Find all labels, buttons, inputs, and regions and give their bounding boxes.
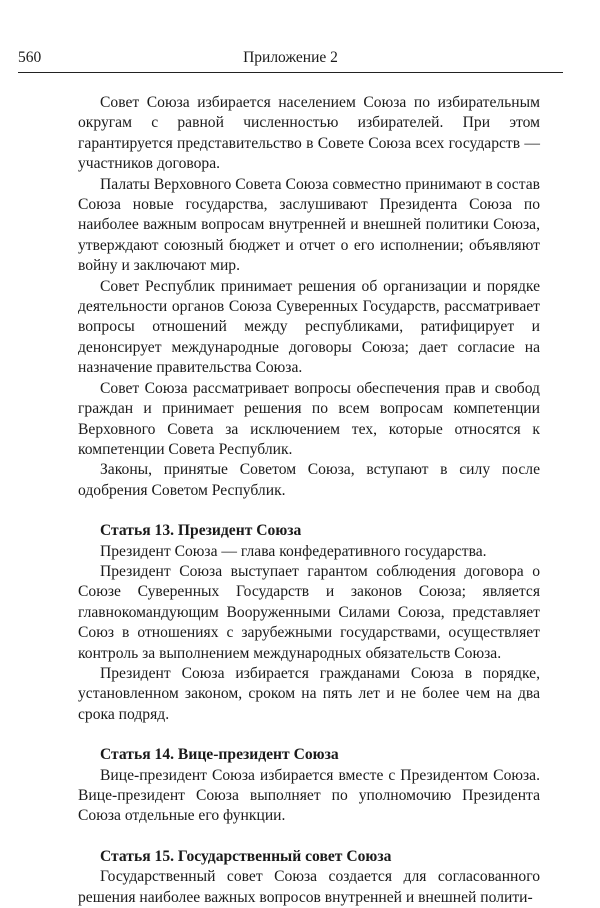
paragraph: Президент Союза избирается гражданами Союза в порядке, установленном законом, сроком на пять лет и не более чем на два срока подряд. xyxy=(78,664,540,723)
article-14-heading: Статья 14. Вице-президент Союза xyxy=(100,746,339,764)
paragraph: Законы, принятые Советом Союза, вступают в силу после одобрения Советом Республик. xyxy=(78,461,540,499)
article-15-heading: Статья 15. Государственный совет Союза xyxy=(100,847,392,865)
header-rule xyxy=(18,72,563,73)
paragraph: Президент Союза выступает гарантом соблюдения договора о Союзе Суверенных Государств и законов Союза; является главнокомандующим Вооруженными Силами Союза, представляет Союз в отношениях с зарубежными государствами, осуществляет контроль за выполнением международных обязательств Союза. xyxy=(78,562,540,662)
running-title: Приложение 2 xyxy=(243,49,338,66)
paragraph: Совет Республик принимает решения об организации и порядке деятельности органов Союза Суверенных Государств, рассматривает вопросы отношений между республиками, ратифицирует и денонсирует международные договоры Союза; дает согласие на назначение правительства Союза. xyxy=(78,277,540,377)
paragraph: Президент Союза — глава конфедеративного государства. xyxy=(100,542,487,560)
paragraph: Государственный совет Союза создается для согласованного решения наиболее важных вопросов внутренней и внешней полити- xyxy=(78,868,540,906)
paragraph: Совет Союза рассматривает вопросы обеспечения прав и свобод граждан и принимает решения по всем вопросам компетенции Верховного Совета за исключением тех, которые относятся к компетенции Совета Республик. xyxy=(78,379,540,458)
page-header xyxy=(18,48,563,68)
page-number: 560 xyxy=(18,49,42,66)
paragraph: Палаты Верховного Совета Союза совместно принимают в состав Союза новые государства, заслушивают Президента Союза по наиболее важным вопросам внутренней и внешней политики Союза, утверждают союзный бюджет и отчет о его исполнении; объявляют войну и заключают мир. xyxy=(78,175,540,275)
article-13-heading: Статья 13. Президент Союза xyxy=(100,522,302,540)
paragraph: Вице-президент Союза избирается вместе с Президентом Союза. Вице-президент Союза выполняет по уполномочию Президента Союза отдельные его функции. xyxy=(78,766,540,825)
page-body xyxy=(78,93,540,908)
paragraph: Совет Союза избирается населением Союза по избирательным округам с равной численностью избирателей. При этом гарантируется представительство в Совете Союза всех государств — участников договора. xyxy=(78,94,540,173)
